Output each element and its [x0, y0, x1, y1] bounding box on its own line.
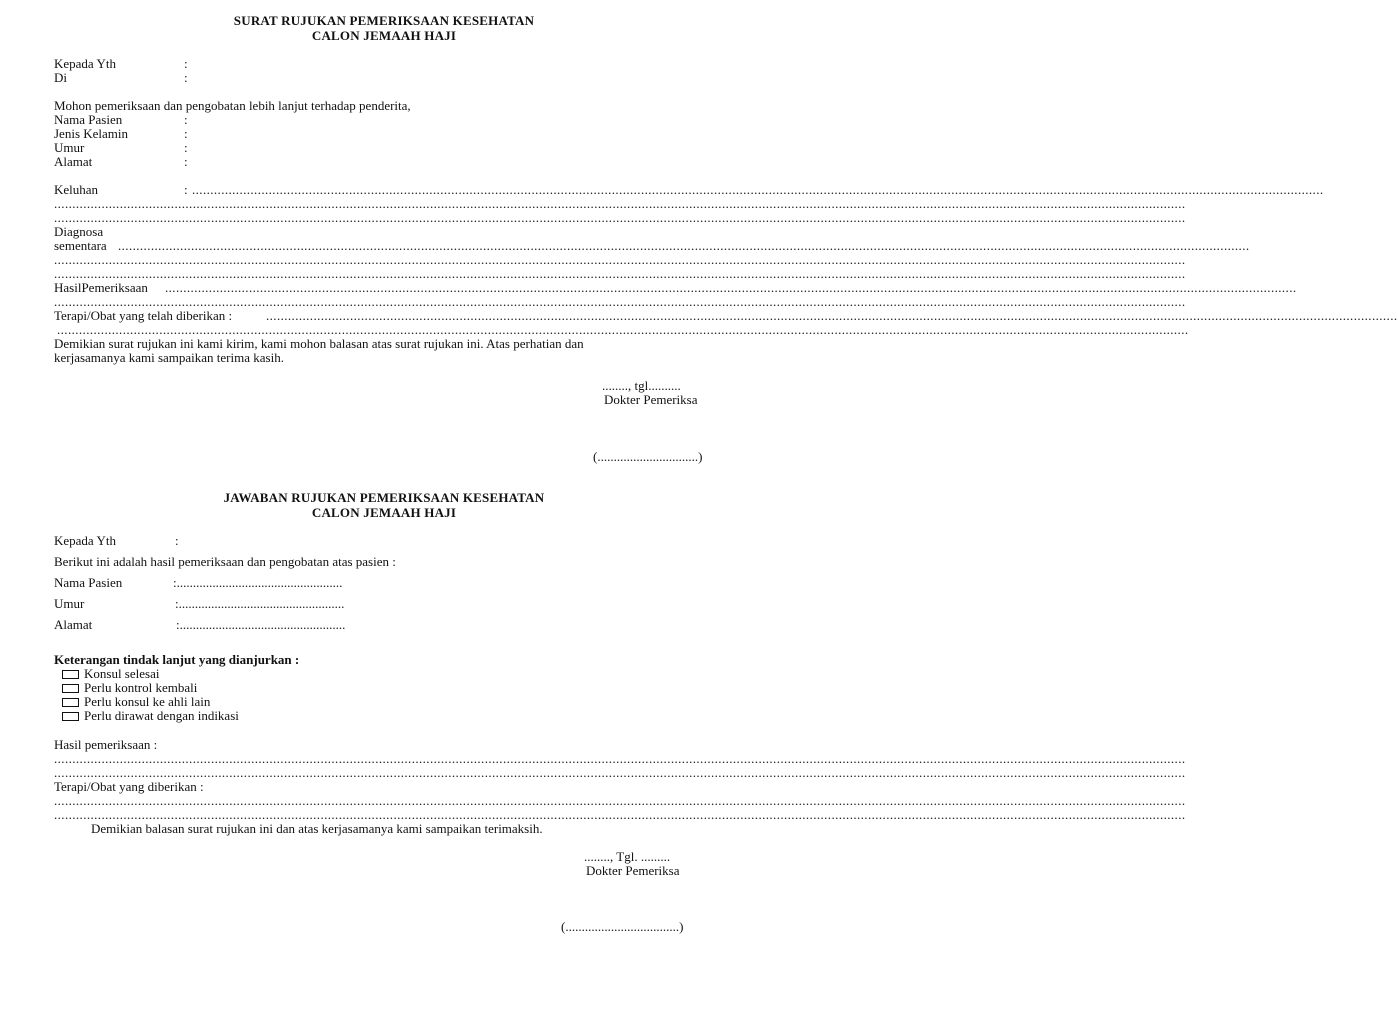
reply-umur-dots: :...................................................	[175, 596, 345, 611]
keluhan-label: Keluhan	[54, 182, 99, 197]
sementara-label: sementara	[54, 238, 107, 253]
di-colon: :	[184, 70, 188, 85]
option-perlu-kontrol: Perlu kontrol kembali	[84, 680, 198, 695]
keluhan-dots-2: ......................................................................................................................................................................................................................................................................................................................	[54, 196, 1186, 211]
followup-heading: Keterangan tindak lanjut yang dianjurkan :	[54, 652, 300, 667]
keluhan-dots-3: ......................................................................................................................................................................................................................................................................................................................	[54, 210, 1186, 225]
option-perlu-konsul: Perlu konsul ke ahli lain	[84, 694, 211, 709]
di-label: Di	[54, 70, 67, 85]
umur-label: Umur	[54, 140, 85, 155]
hasil-dots-2: ......................................................................................................................................................................................................................................................................................................................	[54, 294, 1186, 309]
referral-signer: Dokter Pemeriksa	[604, 392, 698, 407]
diagnosa-dots-2: ......................................................................................................................................................................................................................................................................................................................	[54, 252, 1186, 267]
referral-title-line2: CALON JEMAAH HAJI	[311, 28, 457, 43]
jenis-colon: :	[184, 126, 188, 141]
closing-line1: Demikian surat rujukan ini kami kirim, kami mohon balasan atas surat rujukan ini. Atas perhatian dan	[54, 336, 584, 351]
reply-hasil-dots-2: ......................................................................................................................................................................................................................................................................................................................	[54, 765, 1186, 780]
reply-title-line2: CALON JEMAAH HAJI	[311, 505, 457, 520]
reply-closing: Demikian balasan surat rujukan ini dan atas kerjasamanya kami sampaikan terimaksih.	[91, 821, 543, 836]
reply-terapi-dots-2: ......................................................................................................................................................................................................................................................................................................................	[54, 807, 1186, 822]
reply-title-line1: JAWABAN RUJUKAN PEMERIKSAAN KESEHATAN	[223, 490, 545, 505]
reply-nama-label: Nama Pasien	[54, 575, 123, 590]
reply-signer: Dokter Pemeriksa	[586, 863, 680, 878]
referral-signature: (...............................)	[593, 449, 703, 464]
reply-umur-label: Umur	[54, 596, 85, 611]
nama-colon: :	[184, 112, 188, 127]
closing-line2: kerjasamanya kami sampaikan terima kasih.	[54, 350, 284, 365]
reply-intro: Berikut ini adalah hasil pemeriksaan dan pengobatan atas pasien :	[54, 554, 396, 569]
reply-alamat-dots: :...................................................	[176, 617, 346, 632]
reply-terapi-label: Terapi/Obat yang diberikan :	[54, 779, 204, 794]
option-checkbox[interactable]	[62, 698, 79, 707]
hasil-pemeriksaan-label: HasilPemeriksaan	[54, 280, 148, 295]
referral-date-line: ........, tgl..........	[602, 378, 681, 393]
diagnosa-dots: ......................................................................................................................................................................................................................................................................................................................	[118, 238, 1250, 253]
terapi-dots-2: ......................................................................................................................................................................................................................................................................................................................	[57, 322, 1189, 337]
hasil-dots: ......................................................................................................................................................................................................................................................................................................................	[165, 280, 1297, 295]
option-checkbox[interactable]	[62, 670, 79, 679]
nama-pasien-label: Nama Pasien	[54, 112, 123, 127]
option-checkbox[interactable]	[62, 684, 79, 693]
reply-signature: (...................................)	[561, 919, 684, 934]
diagnosa-label: Diagnosa	[54, 224, 104, 239]
alamat-colon: :	[184, 154, 188, 169]
option-konsul-selesai: Konsul selesai	[84, 666, 160, 681]
referral-title-line1: SURAT RUJUKAN PEMERIKSAAN KESEHATAN	[233, 13, 535, 28]
kepada-colon: :	[184, 56, 188, 71]
option-checkbox[interactable]	[62, 712, 79, 721]
reply-date-line: ........, Tgl. .........	[584, 849, 671, 864]
alamat-label: Alamat	[54, 154, 93, 169]
terapi-label: Terapi/Obat yang telah diberikan :	[54, 308, 233, 323]
terapi-dots: ......................................................................................................................................................................................................................................................................................................................	[266, 308, 1398, 323]
reply-nama-dots: :...................................................	[173, 575, 343, 590]
kepada-label: Kepada Yth	[54, 56, 116, 71]
reply-kepada-colon: :	[175, 533, 179, 548]
umur-colon: :	[184, 140, 188, 155]
option-perlu-dirawat: Perlu dirawat dengan indikasi	[84, 708, 239, 723]
reply-hasil-label: Hasil pemeriksaan :	[54, 737, 158, 752]
diagnosa-dots-3: ......................................................................................................................................................................................................................................................................................................................	[54, 266, 1186, 281]
reply-kepada-label: Kepada Yth	[54, 533, 116, 548]
keluhan-dots: ......................................................................................................................................................................................................................................................................................................................	[192, 182, 1324, 197]
reply-hasil-dots: ......................................................................................................................................................................................................................................................................................................................	[54, 751, 1186, 766]
reply-alamat-label: Alamat	[54, 617, 93, 632]
reply-terapi-dots: ......................................................................................................................................................................................................................................................................................................................	[54, 793, 1186, 808]
jenis-kelamin-label: Jenis Kelamin	[54, 126, 129, 141]
request-text: Mohon pemeriksaan dan pengobatan lebih lanjut terhadap penderita,	[54, 98, 411, 113]
keluhan-colon: :	[184, 182, 188, 197]
